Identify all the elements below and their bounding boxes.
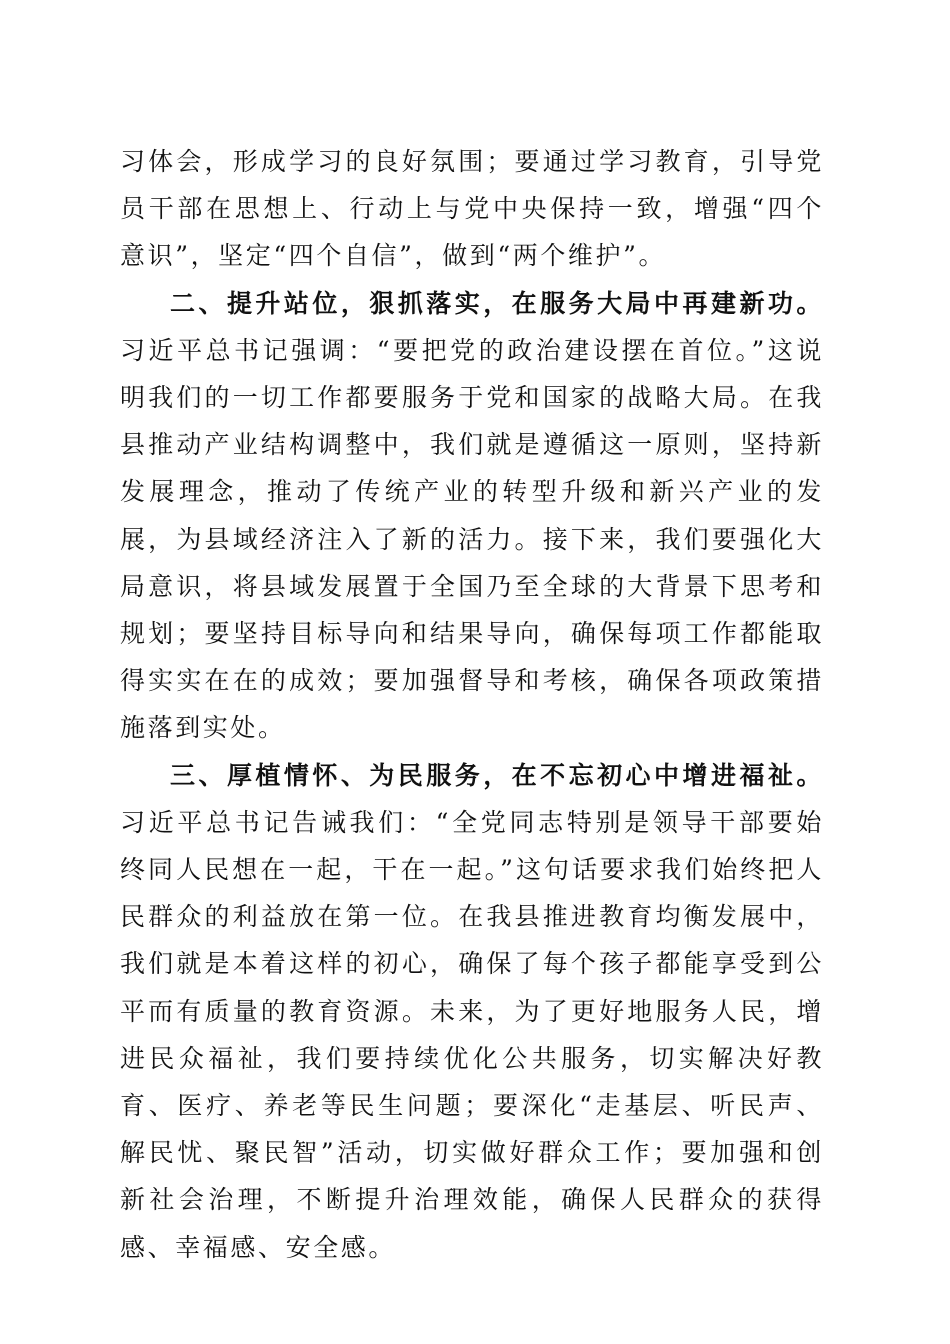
- paragraph-text: 习近平总书记强调：“要把党的政治建设摆在首位。”这说明我们的一切工作都要服务于党和国家的战略大局。在我县推动产业结构调整中，我们就是遵循这一原则，坚持新发展理念，推动了传统产业的转型升级和新兴产业的发展，为县域经济注入了新的活力。接下来，我们要强化大局意识，将县域发展置于全国乃至全球的大背景下思考和规划；要坚持目标导向和结果导向，确保每项工作都能取得实实在在的成效；要加强督导和考核，确保各项政策措施落到实处。: [120, 335, 824, 743]
- paragraph-continuation: [120, 138, 824, 280]
- paragraph-section-three: [120, 752, 824, 1271]
- paragraph-text: 习近平总书记告诫我们：“全党同志特别是领导干部要始终同人民想在一起，干在一起。”这句话要求我们始终把人民群众的利益放在第一位。在我县推进教育均衡发展中，我们就是本着这样的初心，确保了每个孩子都能享受到公平而有质量的教育资源。未来，为了更好地服务人民，增进民众福祉，我们要持续优化公共服务，切实解决好教育、医疗、养老等民生问题；要深化“走基层、听民声、解民忧、聚民智”活动，切实做好群众工作；要加强和创新社会治理，不断提升治理效能，确保人民群众的获得感、幸福感、安全感。: [120, 807, 824, 1262]
- document-body: [120, 138, 824, 1271]
- section-heading: 三、厚植情怀、为民服务，在不忘初心中增进福祉。: [170, 760, 824, 790]
- section-heading: 二、提升站位，狠抓落实，在服务大局中再建新功。: [170, 288, 824, 318]
- paragraph-section-two: [120, 280, 824, 752]
- paragraph-text: 习体会，形成学习的良好氛围；要通过学习教育，引导党员干部在思想上、行动上与党中央保持一致，增强“四个意识”，坚定“四个自信”，做到“两个维护”。: [120, 147, 824, 271]
